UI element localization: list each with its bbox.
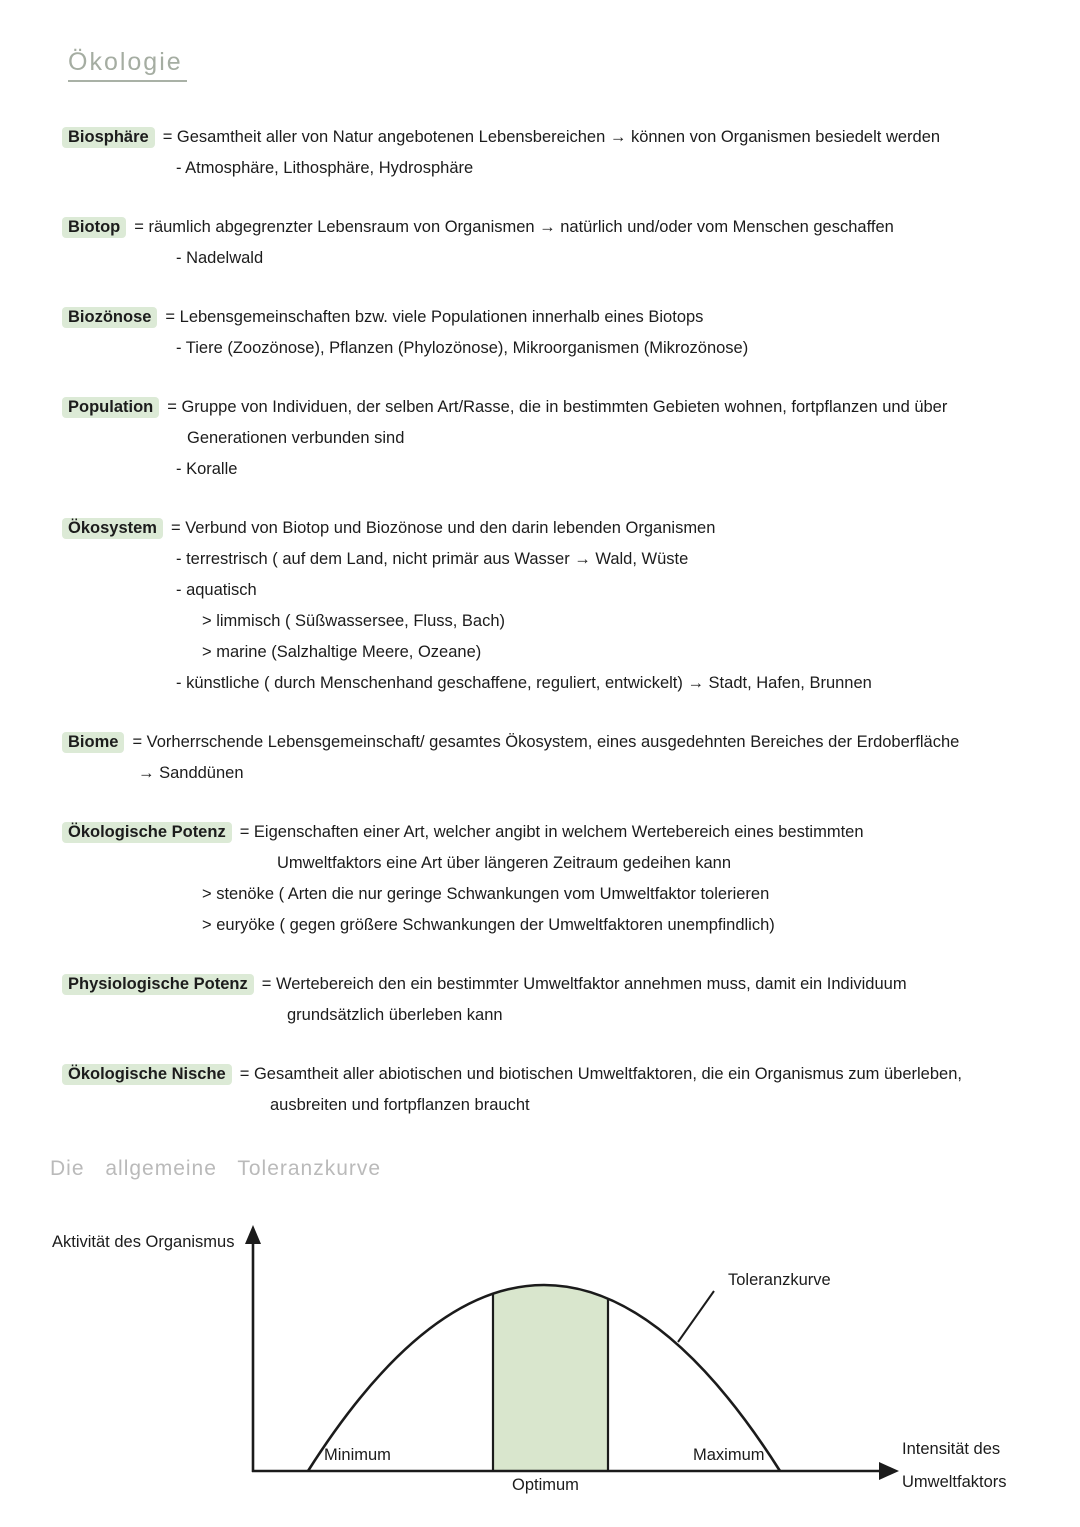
definition-subline: - künstliche ( durch Menschenhand geschaffene, reguliert, entwickelt) → Stadt, Hafen, Brunnen [176, 674, 872, 692]
definition-entry [68, 969, 1080, 1031]
definition-entry [68, 727, 1080, 789]
definition-head [68, 302, 1080, 333]
definition-subline: grundsätzlich überleben kann [287, 1006, 503, 1024]
curve-pointer-line [678, 1291, 714, 1342]
definition-text: = Wertebereich den ein bestimmter Umweltfaktor annehmen muss, damit ein Individuum [261, 975, 907, 993]
definition-text: = Gruppe von Individuen, der selben Art/Rasse, die in bestimmten Gebieten wohnen, fortpflanzen und über [167, 398, 948, 416]
x-axis-arrow-icon [879, 1462, 899, 1480]
definition-text: = räumlich abgegrenzter Lebensraum von Organismen → natürlich und/oder vom Menschen geschaffen [134, 218, 894, 236]
tolerance-curve-chart [0, 1225, 1080, 1525]
definition-entry [68, 302, 1080, 364]
definition-subline: > marine (Salzhaltige Meere, Ozeane) [202, 643, 482, 661]
definition-subline: > euryöke ( gegen größere Schwankungen der Umweltfaktoren unempfindlich) [202, 916, 775, 934]
definition-subline: > stenöke ( Arten die nur geringe Schwankungen vom Umweltfaktor tolerieren [202, 885, 770, 903]
x-axis-label-line2: Umweltfaktors [902, 1473, 1007, 1491]
term-highlight: Biosphäre [62, 127, 155, 148]
definition-entry [68, 122, 1080, 184]
term-highlight: Biome [62, 732, 124, 753]
term-highlight: Biozönose [62, 307, 157, 328]
term-highlight: Biotop [62, 217, 126, 238]
definition-text: = Gesamtheit aller abiotischen und biotischen Umweltfaktoren, die ein Organismus zum überleben, [239, 1065, 962, 1083]
definition-subline: > limmisch ( Süßwassersee, Fluss, Bach) [202, 612, 506, 630]
definition-subline: - aquatisch [176, 581, 257, 599]
definition-head [68, 122, 1080, 153]
definition-text: = Verbund von Biotop und Biozönose und den darin lebenden Organismen [170, 519, 716, 537]
y-axis-label: Aktivität des Organismus [52, 1233, 235, 1251]
y-axis-arrow-icon [245, 1225, 261, 1244]
x-axis-label [902, 1433, 1007, 1499]
curve-label: Toleranzkurve [728, 1271, 831, 1289]
definition-head [68, 969, 1080, 1000]
definition-text: = Vorherrschende Lebensgemeinschaft/ gesamtes Ökosystem, eines ausgedehnten Bereiches der Erdoberfläche [132, 733, 960, 751]
definition-subline: - terrestrisch ( auf dem Land, nicht primär aus Wasser → Wald, Wüste [176, 550, 689, 568]
definition-subline: - Tiere (Zoozönose), Pflanzen (Phylozönose), Mikroorganismen (Mikrozönose) [176, 339, 749, 357]
term-highlight: Physiologische Potenz [62, 974, 254, 995]
definition-text: = Eigenschaften einer Art, welcher angibt in welchem Wertebereich eines bestimmten [239, 823, 864, 841]
definition-subline: → Sanddünen [138, 764, 244, 782]
definition-entry [68, 1059, 1080, 1121]
definition-entry [68, 212, 1080, 274]
x-axis-label-line1: Intensität des [902, 1440, 1001, 1458]
definition-head [68, 1059, 1080, 1090]
term-highlight: Ökologische Nische [62, 1064, 232, 1085]
definition-head [68, 817, 1080, 848]
definition-head [68, 212, 1080, 243]
definition-entry [68, 392, 1080, 485]
definition-subline: - Nadelwald [176, 249, 264, 267]
definition-subline: ausbreiten und fortpflanzen braucht [270, 1096, 530, 1114]
definition-text: = Gesamtheit aller von Natur angebotenen Lebensbereichen → können von Organismen besiedelt werden [162, 128, 941, 146]
definition-subline: Umweltfaktors eine Art über längeren Zeitraum gedeihen kann [277, 854, 731, 872]
definition-subline: - Atmosphäre, Lithosphäre, Hydrosphäre [176, 159, 474, 177]
term-highlight: Ökosystem [62, 518, 163, 539]
definition-text: = Lebensgemeinschaften bzw. viele Populationen innerhalb eines Biotops [165, 308, 704, 326]
definitions-list [68, 122, 1080, 1121]
definition-subline: Generationen verbunden sind [187, 429, 405, 447]
optimum-label: Optimum [512, 1476, 579, 1494]
maximum-label: Maximum [693, 1446, 765, 1464]
page-title: Ökologie [68, 48, 187, 82]
definition-head [68, 727, 1080, 758]
minimum-label: Minimum [324, 1446, 391, 1464]
definition-entry [68, 513, 1080, 699]
definition-subline: - Koralle [176, 460, 238, 478]
term-highlight: Ökologische Potenz [62, 822, 232, 843]
definition-entry [68, 817, 1080, 941]
definition-head [68, 513, 1080, 544]
term-highlight: Population [62, 397, 159, 418]
section-title: Die allgemeine Toleranzkurve [50, 1157, 382, 1180]
definition-head [68, 392, 1080, 423]
